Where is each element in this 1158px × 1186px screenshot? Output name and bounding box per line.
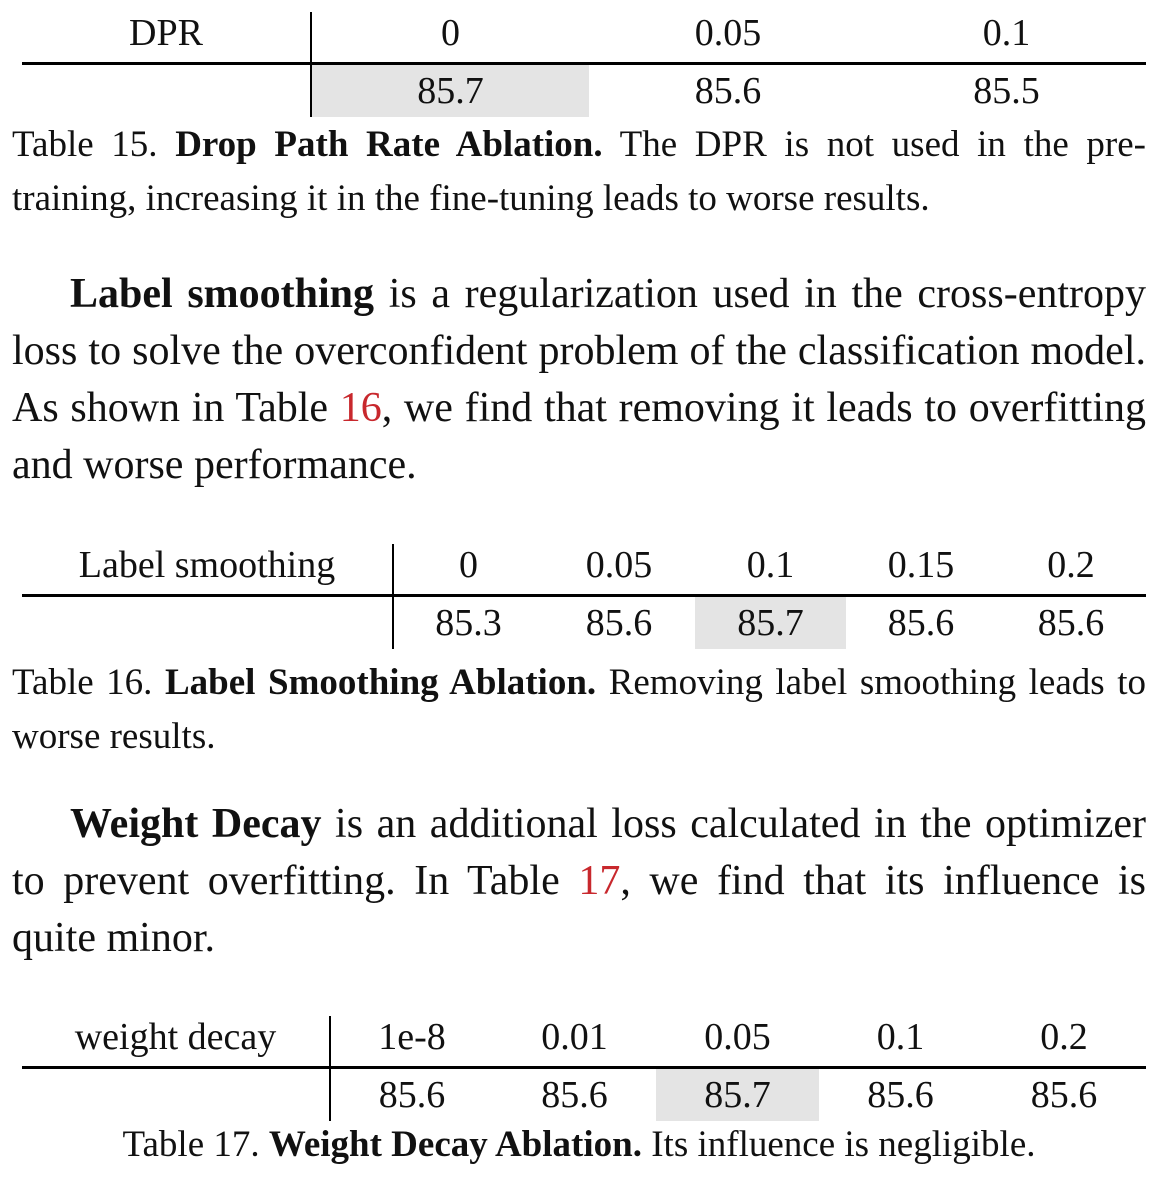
- table-17-caption: [12, 1118, 1146, 1172]
- table-header-row: [22, 12, 1146, 64]
- row-label: weight decay: [22, 1016, 330, 1068]
- value-cell: 85.6: [378, 1074, 446, 1116]
- value-cell: 85.3: [435, 602, 502, 644]
- table-value-row: [22, 596, 1146, 650]
- caption-text: Its influence is negligible.: [641, 1124, 1036, 1165]
- table-15: [22, 12, 1146, 117]
- table-value-row: [22, 1068, 1146, 1122]
- table-value-row: [22, 64, 1146, 118]
- table-17: [22, 1016, 1146, 1121]
- paragraph-label-smoothing: [12, 266, 1146, 494]
- paragraph-weight-decay: [12, 796, 1146, 967]
- table-16-caption: [12, 656, 1146, 764]
- value-cell: 85.6: [887, 602, 955, 644]
- table-15-caption: [12, 118, 1146, 226]
- value-cell: 85.6: [1030, 1074, 1098, 1116]
- empty-label-cell: [22, 64, 311, 118]
- table-reference-link[interactable]: 17: [578, 858, 621, 904]
- row-label: Label smoothing: [22, 544, 393, 596]
- table-reference-link[interactable]: 16: [339, 385, 382, 431]
- column-header: 0.01: [493, 1016, 656, 1068]
- value-cell: 85.5: [973, 70, 1040, 112]
- caption-prefix: Table 17.: [122, 1124, 269, 1165]
- column-header: 0.1: [695, 544, 846, 596]
- caption-prefix: Table 16.: [12, 662, 165, 703]
- empty-label-cell: [22, 1068, 330, 1122]
- column-header: 0.05: [656, 1016, 819, 1068]
- value-cell-highlighted: 85.7: [311, 64, 589, 118]
- column-header: 1e-8: [330, 1016, 493, 1068]
- column-header: 0.1: [867, 12, 1146, 64]
- caption-text: The DPR is not used in the pre-training, increasing it in the fine-tuning leads to worse results.: [12, 124, 1146, 219]
- column-header: 0.05: [543, 544, 695, 596]
- value-cell: 85.6: [867, 1074, 934, 1116]
- column-header: 0.2: [982, 1016, 1146, 1068]
- table-header-row: [22, 1016, 1146, 1068]
- paragraph-text: , we find that removing it leads to overfitting and worse performance.: [12, 385, 1146, 488]
- empty-label-cell: [22, 596, 393, 650]
- column-header: 0: [393, 544, 543, 596]
- value-cell: 85.6: [694, 70, 762, 112]
- paragraph-text: is an additional loss calculated in the optimizer to prevent overfitting. In Table: [12, 801, 1146, 904]
- value-cell: 85.6: [585, 602, 653, 644]
- value-cell-highlighted: 85.7: [695, 596, 846, 650]
- caption-title: Drop Path Rate Ablation.: [175, 124, 603, 165]
- caption-title: Label Smoothing Ablation.: [164, 662, 597, 703]
- table-header-row: [22, 544, 1146, 596]
- column-header: 0.05: [589, 12, 867, 64]
- caption-text: Removing label smoothing leads to worse results.: [12, 662, 1146, 757]
- paragraph-term: Weight Decay: [70, 801, 322, 847]
- paragraph-text: , we find that its influence is quite minor.: [12, 858, 1146, 961]
- caption-prefix: Table 15.: [12, 124, 176, 165]
- column-header: 0.1: [819, 1016, 982, 1068]
- caption-title: Weight Decay Ablation.: [268, 1124, 642, 1165]
- value-cell: 85.6: [541, 1074, 608, 1116]
- value-cell: 85.6: [1037, 602, 1105, 644]
- table-16: [22, 544, 1146, 649]
- paragraph-term: Label smoothing: [70, 271, 375, 317]
- column-header: 0.15: [846, 544, 996, 596]
- column-header: 0.2: [996, 544, 1146, 596]
- value-cell-highlighted: 85.7: [656, 1068, 819, 1122]
- column-header: 0: [311, 12, 589, 64]
- paragraph-text: is a regularization used in the cross-entropy loss to solve the overconfident problem of the classification model. As shown in Table: [12, 271, 1147, 431]
- row-label: DPR: [22, 12, 311, 64]
